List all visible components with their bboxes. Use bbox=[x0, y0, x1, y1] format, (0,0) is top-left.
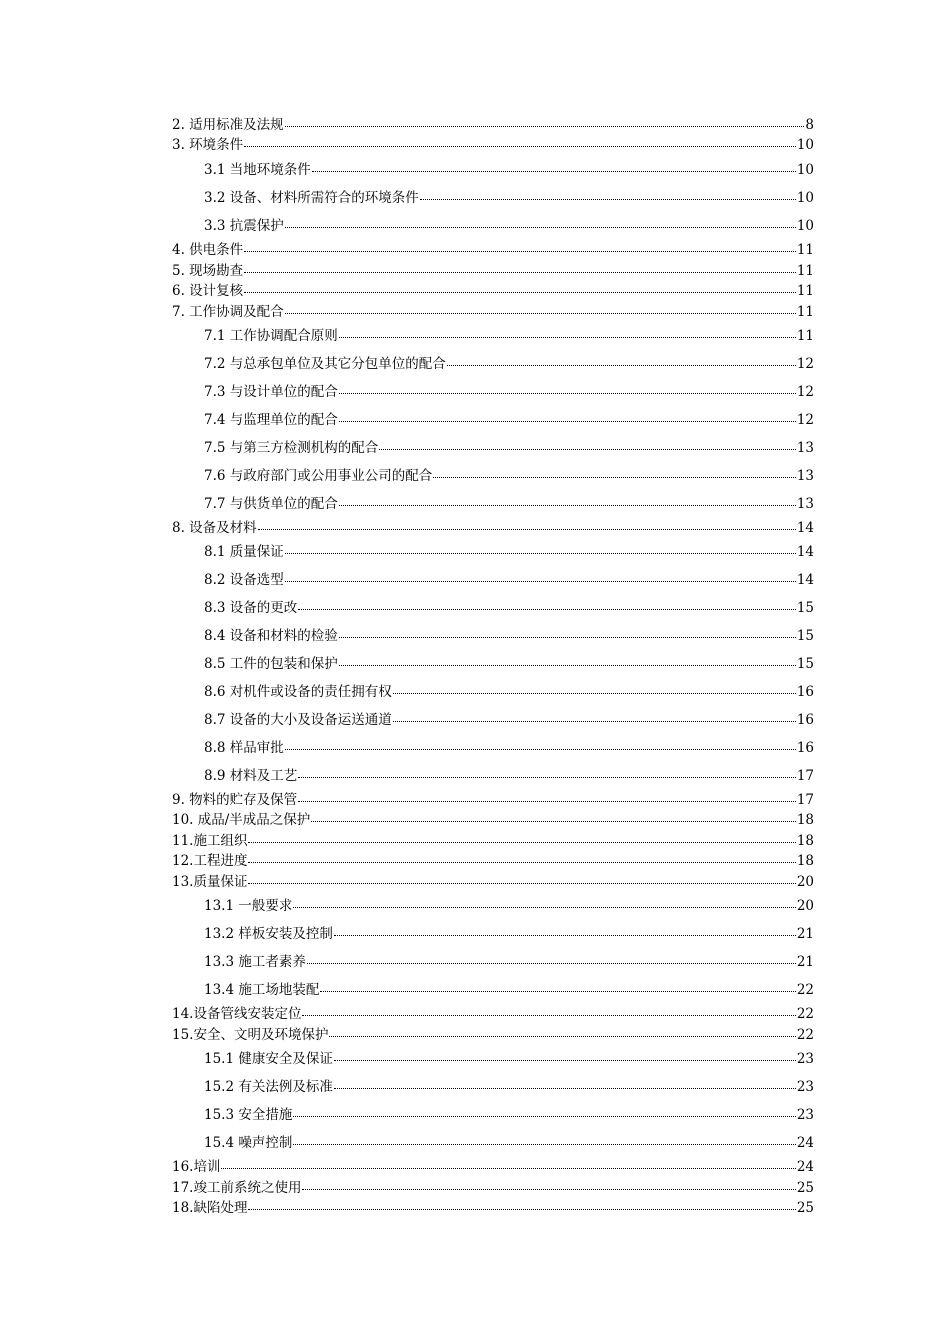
toc-leader-dots bbox=[302, 1014, 795, 1016]
toc-leader-dots bbox=[248, 1208, 795, 1210]
toc-entry-title: 7.3 与设计单位的配合 bbox=[204, 384, 338, 400]
toc-entry[interactable] bbox=[172, 791, 814, 809]
toc-entry-title: 9. 物料的贮存及保管 bbox=[172, 792, 298, 808]
toc-entry[interactable] bbox=[204, 1106, 814, 1124]
toc-entry-title: 7.2 与总承包单位及其它分包单位的配合 bbox=[204, 356, 446, 372]
toc-leader-dots bbox=[285, 312, 796, 314]
toc-entry[interactable] bbox=[172, 282, 814, 300]
toc-entry-page: 14 bbox=[796, 520, 814, 536]
toc-leader-dots bbox=[334, 1087, 796, 1089]
toc-entry-title: 13.4 施工场地装配 bbox=[204, 982, 320, 998]
toc-leader-dots bbox=[298, 608, 796, 610]
toc-leader-dots bbox=[379, 448, 796, 450]
toc-entry-page: 12 bbox=[796, 384, 814, 400]
toc-entry-title: 8.8 样品审批 bbox=[204, 740, 284, 756]
toc-entry-page: 11 bbox=[796, 304, 814, 320]
toc-entry[interactable] bbox=[204, 383, 814, 401]
toc-leader-dots bbox=[334, 934, 796, 936]
toc-entry-title: 8.5 工件的包装和保护 bbox=[204, 656, 338, 672]
toc-leader-dots bbox=[285, 580, 796, 582]
toc-entry[interactable] bbox=[204, 543, 814, 561]
toc-entry-page: 25 bbox=[796, 1200, 814, 1216]
toc-entry-page: 10 bbox=[796, 162, 814, 178]
toc-entry-page: 24 bbox=[796, 1159, 814, 1175]
toc-leader-dots bbox=[285, 748, 796, 750]
toc-entry[interactable] bbox=[204, 161, 814, 179]
toc-entry-title: 16.培训 bbox=[172, 1159, 221, 1175]
toc-entry[interactable] bbox=[204, 439, 814, 457]
toc-entry-page: 18 bbox=[796, 812, 814, 828]
toc-entry-title: 7.6 与政府部门或公用事业公司的配合 bbox=[204, 468, 433, 484]
toc-entry-page: 17 bbox=[796, 768, 814, 784]
toc-leader-dots bbox=[244, 271, 796, 273]
toc-entry-title: 11.施工组织 bbox=[172, 833, 248, 849]
toc-entry-page: 24 bbox=[796, 1135, 814, 1151]
toc-entry-page: 23 bbox=[796, 1051, 814, 1067]
toc-entry[interactable] bbox=[172, 519, 814, 537]
toc-leader-dots bbox=[248, 882, 795, 884]
toc-entry[interactable] bbox=[204, 953, 814, 971]
toc-entry-page: 21 bbox=[796, 926, 814, 942]
toc-entry-page: 12 bbox=[796, 356, 814, 372]
toc-entry-page: 11 bbox=[796, 263, 814, 279]
toc-entry-title: 8.2 设备选型 bbox=[204, 572, 284, 588]
toc-entry-page: 22 bbox=[796, 1006, 814, 1022]
toc-leader-dots bbox=[339, 392, 796, 394]
toc-leader-dots bbox=[293, 1115, 795, 1117]
toc-leader-dots bbox=[258, 528, 796, 530]
toc-entry[interactable] bbox=[204, 1078, 814, 1096]
toc-entry-page: 13 bbox=[796, 440, 814, 456]
toc-entry-title: 13.3 施工者素养 bbox=[204, 954, 306, 970]
toc-entry-title: 17.竣工前系统之使用 bbox=[172, 1180, 302, 1196]
toc-leader-dots bbox=[312, 170, 796, 172]
toc-entry-page: 11 bbox=[796, 283, 814, 299]
toc-entry-page: 12 bbox=[796, 412, 814, 428]
toc-leader-dots bbox=[447, 364, 796, 366]
toc-entry-title: 4. 供电条件 bbox=[172, 242, 244, 258]
toc-entry-page: 14 bbox=[796, 544, 814, 560]
toc-entry-title: 8.7 设备的大小及设备运送通道 bbox=[204, 712, 392, 728]
toc-leader-dots bbox=[244, 250, 796, 252]
toc-entry[interactable] bbox=[172, 116, 814, 134]
toc-entry-title: 8.9 材料及工艺 bbox=[204, 768, 298, 784]
toc-entry[interactable] bbox=[204, 711, 814, 729]
toc-entry-title: 7.4 与监理单位的配合 bbox=[204, 412, 338, 428]
toc-entry-title: 8.6 对机件或设备的责任拥有权 bbox=[204, 684, 392, 700]
toc-leader-dots bbox=[285, 226, 796, 228]
toc-entry[interactable] bbox=[172, 1158, 814, 1176]
toc-entry[interactable] bbox=[204, 925, 814, 943]
toc-entry[interactable] bbox=[204, 1134, 814, 1152]
toc-entry-page: 18 bbox=[796, 853, 814, 869]
toc-entry[interactable] bbox=[172, 1026, 814, 1044]
toc-entry-title: 15.1 健康安全及保证 bbox=[204, 1051, 333, 1067]
toc-entry-title: 15.2 有关法例及标准 bbox=[204, 1079, 333, 1095]
toc-entry-page: 16 bbox=[796, 684, 814, 700]
toc-entry[interactable] bbox=[172, 1005, 814, 1023]
toc-leader-dots bbox=[293, 1143, 795, 1145]
toc-leader-dots bbox=[248, 841, 795, 843]
toc-leader-dots bbox=[339, 664, 796, 666]
toc-entry[interactable] bbox=[172, 303, 814, 321]
toc-entry[interactable] bbox=[172, 1199, 814, 1217]
toc-entry[interactable] bbox=[204, 189, 814, 207]
toc-entry-title: 6. 设计复核 bbox=[172, 283, 244, 299]
toc-entry-title: 13.1 一般要求 bbox=[204, 898, 293, 914]
toc-entry-page: 10 bbox=[796, 190, 814, 206]
toc-leader-dots bbox=[285, 125, 805, 127]
toc-entry[interactable] bbox=[204, 683, 814, 701]
toc-entry-title: 10. 成品/半成品之保护 bbox=[172, 812, 311, 828]
toc-leader-dots bbox=[302, 1188, 795, 1190]
toc-entry-title: 3.2 设备、材料所需符合的环境条件 bbox=[204, 190, 419, 206]
toc-entry-page: 25 bbox=[796, 1180, 814, 1196]
toc-entry[interactable] bbox=[204, 217, 814, 235]
toc-entry-page: 23 bbox=[796, 1107, 814, 1123]
toc-entry[interactable] bbox=[204, 599, 814, 617]
toc-entry-title: 8. 设备及材料 bbox=[172, 520, 257, 536]
toc-leader-dots bbox=[298, 800, 796, 802]
toc-entry-title: 15.4 噪声控制 bbox=[204, 1135, 293, 1151]
toc-entry[interactable] bbox=[172, 832, 814, 850]
toc-entry-title: 5. 现场勘查 bbox=[172, 263, 244, 279]
toc-entry-page: 18 bbox=[796, 833, 814, 849]
toc-entry-page: 22 bbox=[796, 982, 814, 998]
toc-entry-page: 13 bbox=[796, 468, 814, 484]
toc-entry[interactable] bbox=[172, 262, 814, 280]
toc-entry[interactable] bbox=[204, 355, 814, 373]
toc-leader-dots bbox=[244, 145, 796, 147]
toc-leader-dots bbox=[393, 720, 796, 722]
toc-leader-dots bbox=[339, 420, 796, 422]
toc-entry-page: 13 bbox=[796, 496, 814, 512]
toc-entry-page: 10 bbox=[796, 137, 814, 153]
toc-entry-title: 8.4 设备和材料的检验 bbox=[204, 628, 338, 644]
toc-entry-page: 16 bbox=[796, 740, 814, 756]
toc-leader-dots bbox=[339, 336, 796, 338]
toc-entry[interactable] bbox=[204, 897, 814, 915]
toc-entry-page: 21 bbox=[796, 954, 814, 970]
toc-entry-title: 13.质量保证 bbox=[172, 874, 248, 890]
toc-entry[interactable] bbox=[204, 627, 814, 645]
toc-entry-page: 10 bbox=[796, 218, 814, 234]
toc-entry-page: 20 bbox=[796, 898, 814, 914]
toc-entry-title: 3.1 当地环境条件 bbox=[204, 162, 311, 178]
toc-entry-title: 14.设备管线安装定位 bbox=[172, 1006, 302, 1022]
toc-leader-dots bbox=[420, 198, 796, 200]
toc-leader-dots bbox=[393, 692, 796, 694]
toc-entry-page: 16 bbox=[796, 712, 814, 728]
toc-leader-dots bbox=[311, 820, 796, 822]
toc-leader-dots bbox=[221, 1167, 795, 1169]
toc-leader-dots bbox=[339, 504, 796, 506]
toc-leader-dots bbox=[285, 552, 796, 554]
toc-leader-dots bbox=[307, 962, 796, 964]
toc-entry[interactable] bbox=[204, 467, 814, 485]
toc-entry-title: 7. 工作协调及配合 bbox=[172, 304, 284, 320]
toc-entry[interactable] bbox=[204, 411, 814, 429]
toc-leader-dots bbox=[320, 990, 795, 992]
toc-entry-title: 18.缺陷处理 bbox=[172, 1200, 248, 1216]
toc-entry-title: 12.工程进度 bbox=[172, 853, 248, 869]
toc-entry-title: 7.5 与第三方检测机构的配合 bbox=[204, 440, 379, 456]
toc-entry[interactable] bbox=[204, 1050, 814, 1068]
toc-leader-dots bbox=[248, 861, 795, 863]
toc-entry-page: 23 bbox=[796, 1079, 814, 1095]
toc-entry-title: 3.3 抗震保护 bbox=[204, 218, 284, 234]
toc-entry-title: 7.1 工作协调配合原则 bbox=[204, 328, 338, 344]
toc-entry-title: 15.3 安全措施 bbox=[204, 1107, 293, 1123]
toc-entry-page: 14 bbox=[796, 572, 814, 588]
toc-entry-page: 15 bbox=[796, 656, 814, 672]
toc-leader-dots bbox=[433, 476, 796, 478]
toc-leader-dots bbox=[329, 1035, 795, 1037]
toc-entry[interactable] bbox=[204, 767, 814, 785]
toc-entry[interactable] bbox=[172, 873, 814, 891]
toc-entry-title: 13.2 样板安装及控制 bbox=[204, 926, 333, 942]
toc-entry-page: 11 bbox=[796, 242, 814, 258]
toc-entry[interactable] bbox=[204, 739, 814, 757]
toc-entry-title: 3. 环境条件 bbox=[172, 137, 244, 153]
toc-entry-page: 20 bbox=[796, 874, 814, 890]
toc-entry[interactable] bbox=[204, 981, 814, 999]
toc-leader-dots bbox=[339, 636, 796, 638]
toc-entry[interactable] bbox=[172, 811, 814, 829]
toc-entry-title: 2. 适用标准及法规 bbox=[172, 117, 284, 133]
toc-entry[interactable] bbox=[204, 571, 814, 589]
toc-entry-page: 11 bbox=[796, 328, 814, 344]
toc-entry[interactable] bbox=[204, 327, 814, 345]
toc-entry-title: 8.3 设备的更改 bbox=[204, 600, 298, 616]
toc-entry[interactable] bbox=[172, 241, 814, 259]
toc-entry[interactable] bbox=[172, 1179, 814, 1197]
toc-leader-dots bbox=[334, 1059, 796, 1061]
toc-entry-title: 15.安全、文明及环境保护 bbox=[172, 1027, 329, 1043]
toc-entry-page: 22 bbox=[796, 1027, 814, 1043]
toc-leader-dots bbox=[244, 291, 796, 293]
toc-leader-dots bbox=[298, 776, 796, 778]
toc-entry[interactable] bbox=[172, 136, 814, 154]
toc-entry-page: 15 bbox=[796, 628, 814, 644]
toc-entry[interactable] bbox=[204, 655, 814, 673]
toc-entry-page: 15 bbox=[796, 600, 814, 616]
toc-leader-dots bbox=[293, 906, 795, 908]
toc-entry-title: 8.1 质量保证 bbox=[204, 544, 284, 560]
toc-entry[interactable] bbox=[204, 495, 814, 513]
toc-entry-title: 7.7 与供货单位的配合 bbox=[204, 496, 338, 512]
toc-entry[interactable] bbox=[172, 852, 814, 870]
toc-entry-page: 8 bbox=[805, 117, 814, 133]
toc-entry-page: 17 bbox=[796, 792, 814, 808]
